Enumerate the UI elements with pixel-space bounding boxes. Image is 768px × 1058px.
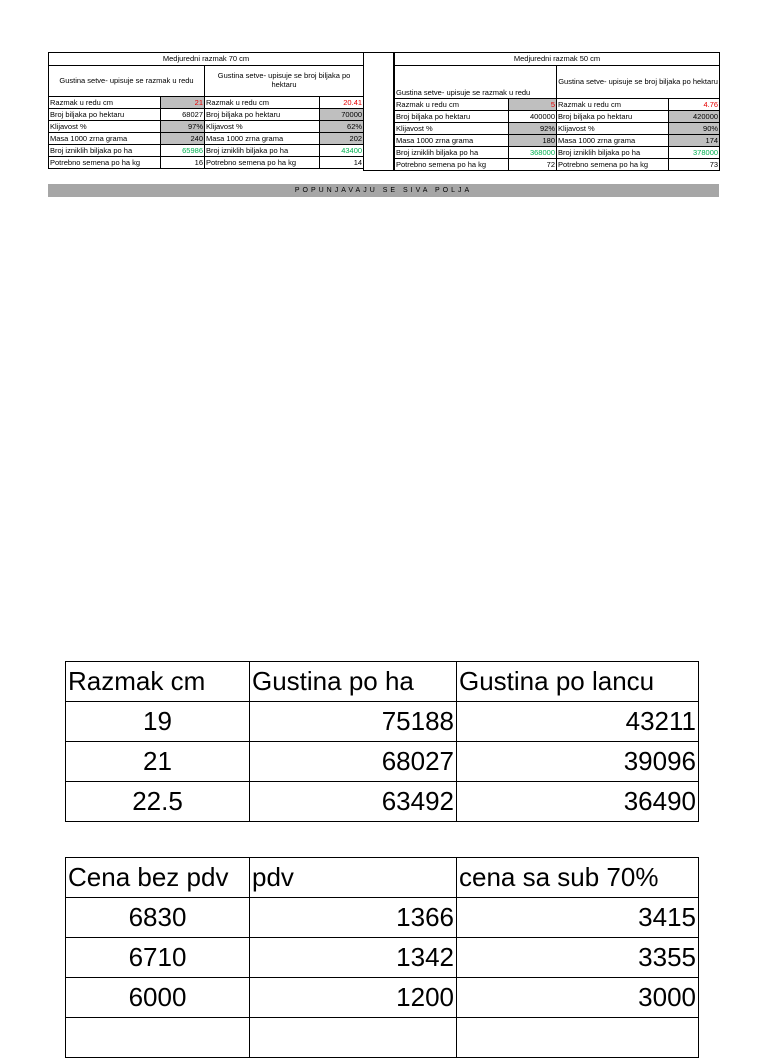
empty-column xyxy=(363,52,394,171)
row-label: Masa 1000 zrna grama xyxy=(395,135,509,147)
value-cell: 65986 xyxy=(161,145,205,157)
column-title: Gustina setve- upisuje se razmak u redu xyxy=(49,66,205,97)
value-cell: 4.76 xyxy=(669,99,720,111)
table-row xyxy=(395,135,720,147)
value-cell: 73 xyxy=(669,159,720,171)
table-cell: 63492 xyxy=(250,782,457,822)
row-label: Broj izniklih biljaka po ha xyxy=(49,145,161,157)
column-header: pdv xyxy=(250,858,457,898)
value-cell: 400000 xyxy=(509,111,557,123)
row-label: Masa 1000 zrna grama xyxy=(557,135,669,147)
table-cell: 6830 xyxy=(66,898,250,938)
table-cell: 3415 xyxy=(457,898,699,938)
row-label: Broj izniklih biljaka po ha xyxy=(205,145,320,157)
table-header: Medjuredni razmak 70 cm xyxy=(49,53,364,66)
row-label: Razmak u redu cm xyxy=(557,99,669,111)
table-cell: 1342 xyxy=(250,938,457,978)
table-row xyxy=(395,147,720,159)
input-cell[interactable]: 70000 xyxy=(320,109,364,121)
table-cell: 22.5 xyxy=(66,782,250,822)
table-row xyxy=(395,123,720,135)
table-cell: 6710 xyxy=(66,938,250,978)
value-cell: 368000 xyxy=(509,147,557,159)
row-label: Potrebno semena po ha kg xyxy=(49,157,161,169)
table-row xyxy=(66,978,699,1018)
input-cell[interactable]: 5 xyxy=(509,99,557,111)
row-label: Potrebno semena po ha kg xyxy=(395,159,509,171)
table-cell: 39096 xyxy=(457,742,699,782)
row-label: Broj izniklih biljaka po ha xyxy=(557,147,669,159)
row-label: Klijavost % xyxy=(205,121,320,133)
row-label: Broj biljaka po hektaru xyxy=(395,111,509,123)
row-label: Broj biljaka po hektaru xyxy=(205,109,320,121)
table-cell: 36490 xyxy=(457,782,699,822)
row-label: Masa 1000 zrna grama xyxy=(49,133,161,145)
table-row xyxy=(49,157,364,169)
table-row xyxy=(66,702,699,742)
column-title: Gustina setve- upisuje se broj biljaka po hektaru xyxy=(205,66,364,97)
column-header: Cena bez pdv xyxy=(66,858,250,898)
table-row xyxy=(66,782,699,822)
table-row xyxy=(49,109,364,121)
table-cell: 6000 xyxy=(66,978,250,1018)
table-row xyxy=(49,145,364,157)
value-cell: 68027 xyxy=(161,109,205,121)
table-row xyxy=(49,121,364,133)
row-label: Masa 1000 zrna grama xyxy=(205,133,320,145)
table-cell: 3355 xyxy=(457,938,699,978)
row-label: Razmak u redu cm xyxy=(49,97,161,109)
column-title: Gustina setve- upisuje se razmak u redu xyxy=(395,66,557,99)
row-label: Broj izniklih biljaka po ha xyxy=(395,147,509,159)
input-cell[interactable]: 21 xyxy=(161,97,205,109)
header-row xyxy=(66,858,699,898)
input-cell[interactable]: 240 xyxy=(161,133,205,145)
value-cell: 378000 xyxy=(669,147,720,159)
table-cell: 1200 xyxy=(250,978,457,1018)
input-cell[interactable]: 180 xyxy=(509,135,557,147)
input-cell[interactable]: 202 xyxy=(320,133,364,145)
input-cell[interactable]: 97% xyxy=(161,121,205,133)
table-cell: 1366 xyxy=(250,898,457,938)
input-cell[interactable]: 92% xyxy=(509,123,557,135)
row-label: Klijavost % xyxy=(395,123,509,135)
row-label: Klijavost % xyxy=(49,121,161,133)
calc-table-70cm xyxy=(48,52,364,169)
column-header: Gustina po lancu xyxy=(457,662,699,702)
row-label: Razmak u redu cm xyxy=(205,97,320,109)
razmak-table xyxy=(65,661,699,822)
value-cell: 16 xyxy=(161,157,205,169)
row-label: Razmak u redu cm xyxy=(395,99,509,111)
table-cell: 19 xyxy=(66,702,250,742)
value-cell: 14 xyxy=(320,157,364,169)
table-row xyxy=(49,97,364,109)
row-label: Broj biljaka po hektaru xyxy=(557,111,669,123)
table-row xyxy=(66,742,699,782)
table-row xyxy=(395,111,720,123)
value-cell: 43400 xyxy=(320,145,364,157)
table-cell: 43211 xyxy=(457,702,699,742)
column-title: Gustina setve- upisuje se broj biljaka po hektaru xyxy=(557,66,720,99)
column-header: cena sa sub 70% xyxy=(457,858,699,898)
input-cell[interactable]: 90% xyxy=(669,123,720,135)
column-header: Razmak cm xyxy=(66,662,250,702)
input-cell[interactable]: 174 xyxy=(669,135,720,147)
value-cell: 20.41 xyxy=(320,97,364,109)
calc-table-50cm xyxy=(394,52,720,171)
table-row xyxy=(66,938,699,978)
instruction-banner: POPUNJAVAJU SE SIVA POLJA xyxy=(48,184,719,197)
row-label: Potrebno semena po ha kg xyxy=(205,157,320,169)
cena-table xyxy=(65,857,699,1058)
column-header: Gustina po ha xyxy=(250,662,457,702)
table-row xyxy=(49,133,364,145)
row-label: Potrebno semena po ha kg xyxy=(557,159,669,171)
row-label: Broj biljaka po hektaru xyxy=(49,109,161,121)
table-row xyxy=(395,159,720,171)
table-header: Medjuredni razmak 50 cm xyxy=(395,53,720,66)
table-cell: 75188 xyxy=(250,702,457,742)
input-cell[interactable]: 62% xyxy=(320,121,364,133)
table-cell: 3000 xyxy=(457,978,699,1018)
value-cell: 72 xyxy=(509,159,557,171)
input-cell[interactable]: 420000 xyxy=(669,111,720,123)
table-row xyxy=(395,99,720,111)
table-cell: 21 xyxy=(66,742,250,782)
header-row xyxy=(66,662,699,702)
row-label: Klijavost % xyxy=(557,123,669,135)
table-row xyxy=(66,898,699,938)
table-cell: 68027 xyxy=(250,742,457,782)
